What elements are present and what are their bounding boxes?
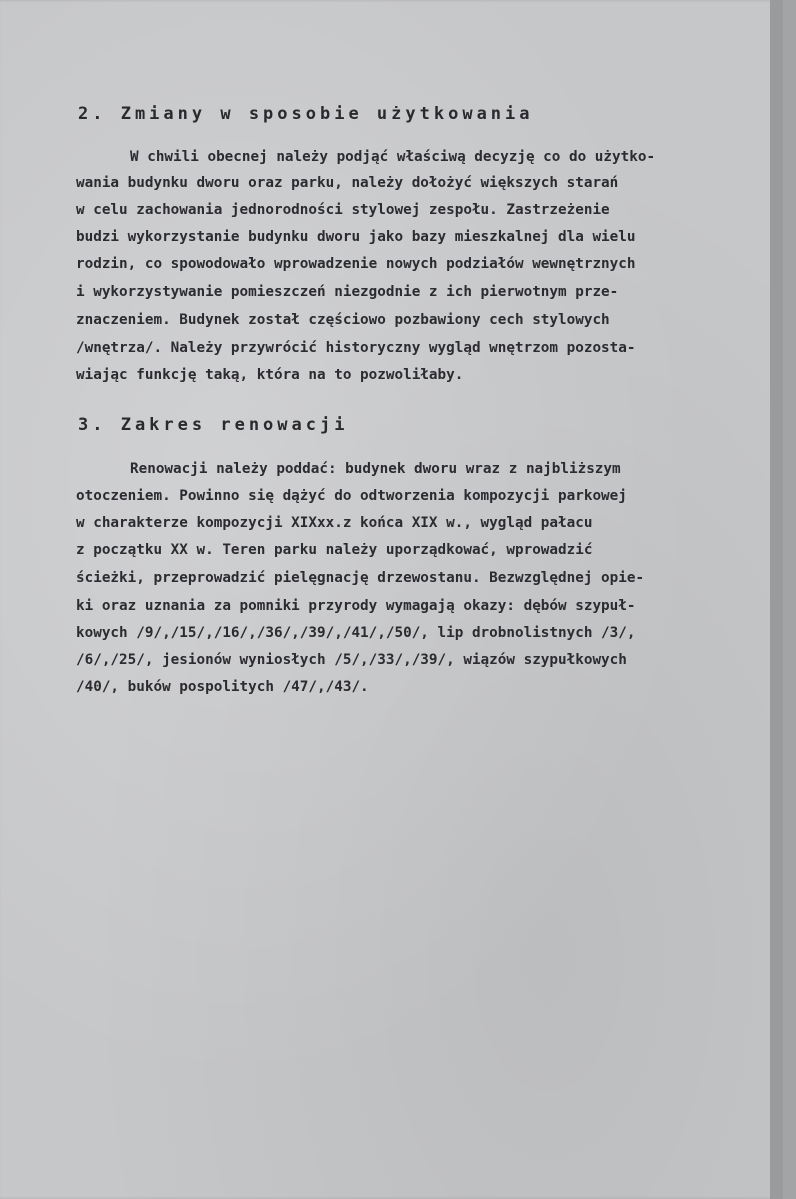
section-3-line: /6/,/25/, jesionów wyniosłych /5/,/33/,/39/, wiązów szypułkowych (76, 652, 627, 668)
section-3-line: otoczeniem. Powinno się dążyć do odtworzenia kompozycji parkowej (76, 488, 627, 504)
section-3-line: z początku XX w. Teren parku należy uporządkować, wprowadzić (76, 542, 593, 558)
section-2-line: wiając funkcję taką, która na to pozwoliłaby. (76, 367, 464, 383)
section-3-line: ki oraz uznania za pomniki przyrody wymagają okazy: dębów szypuł- (76, 598, 636, 614)
section-2-line: budzi wykorzystanie budynku dworu jako bazy mieszkalnej dla wielu (76, 229, 636, 245)
section-2-line: znaczeniem. Budynek został częściowo pozbawiony cech stylowych (76, 312, 610, 328)
section-3-line: kowych /9/,/15/,/16/,/36/,/39/,/41/,/50/, lip drobnolistnych /3/, (76, 625, 636, 641)
section-2-heading: 2. Zmiany w sposobie użytkowania (78, 104, 534, 124)
section-3-line: w charakterze kompozycji XIXxx.z końca XIX w., wygląd pałacu (76, 515, 593, 531)
section-2-line: rodzin, co spowodowało wprowadzenie nowych podziałów wewnętrznych (76, 256, 636, 272)
section-3-line: /40/, buków pospolitych /47/,/43/. (76, 679, 369, 695)
section-2-line: W chwili obecnej należy podjąć właściwą decyzję co do użytko- (130, 149, 656, 165)
section-2-line: wania budynku dworu oraz parku, należy dołożyć większych starań (76, 175, 619, 191)
section-2-line: /wnętrza/. Należy przywrócić historyczny wygląd wnętrzom pozosta- (76, 340, 636, 356)
section-3-heading: 3. Zakres renowacji (78, 415, 349, 435)
section-3-line: ścieżki, przeprowadzić pielęgnację drzewostanu. Bezwzględnej opie- (76, 570, 645, 586)
page-edge-shadow (770, 0, 783, 1199)
section-2-line: w celu zachowania jednorodności stylowej zespołu. Zastrzeżenie (76, 202, 610, 218)
section-2-line: i wykorzystywanie pomieszczeń niezgodnie z ich pierwotnym prze- (76, 284, 619, 300)
section-3-line: Renowacji należy poddać: budynek dworu wraz z najbliższym (130, 461, 621, 477)
